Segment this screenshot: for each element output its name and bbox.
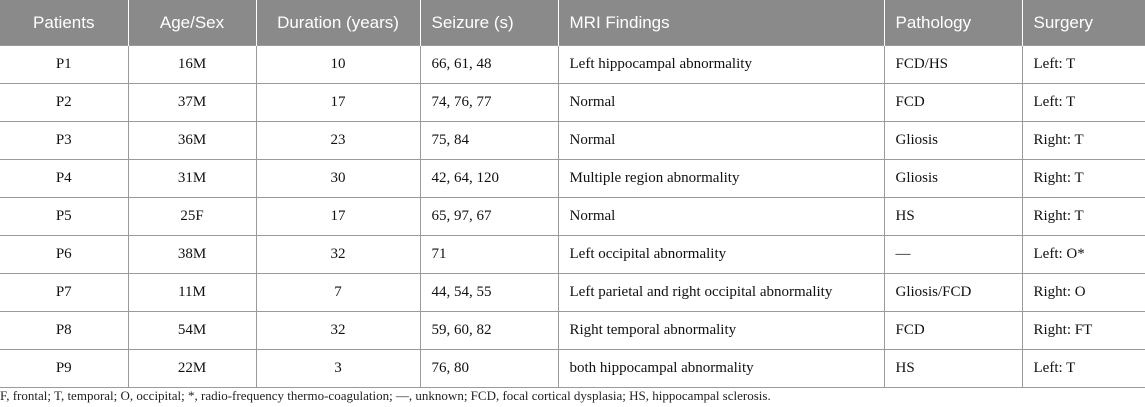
cell-age-sex: 37M [128,84,256,122]
header-row [0,0,1145,46]
cell-mri-findings: Normal [558,84,884,122]
header-seizure: Seizure (s) [420,0,558,46]
table-row [0,84,1145,122]
cell-surgery: Left: T [1022,350,1145,388]
cell-surgery: Left: O* [1022,236,1145,274]
table-row [0,46,1145,84]
table-row [0,312,1145,350]
header-duration: Duration (years) [256,0,420,46]
cell-mri-findings: Left occipital abnormality [558,236,884,274]
cell-seizure: 42, 64, 120 [420,160,558,198]
cell-mri-findings: Normal [558,122,884,160]
cell-seizure: 66, 61, 48 [420,46,558,84]
cell-age-sex: 54M [128,312,256,350]
table-row [0,198,1145,236]
cell-duration: 10 [256,46,420,84]
cell-surgery: Right: T [1022,122,1145,160]
cell-mri-findings: Multiple region abnormality [558,160,884,198]
cell-duration: 3 [256,350,420,388]
cell-duration: 23 [256,122,420,160]
header-mri-findings: MRI Findings [558,0,884,46]
cell-seizure: 65, 97, 67 [420,198,558,236]
cell-pathology: FCD/HS [884,46,1022,84]
cell-age-sex: 11M [128,274,256,312]
cell-age-sex: 36M [128,122,256,160]
cell-patient: P7 [0,274,128,312]
table-row [0,350,1145,388]
cell-mri-findings: Normal [558,198,884,236]
table-row [0,236,1145,274]
cell-duration: 30 [256,160,420,198]
cell-patient: P8 [0,312,128,350]
cell-patient: P6 [0,236,128,274]
cell-seizure: 71 [420,236,558,274]
cell-seizure: 59, 60, 82 [420,312,558,350]
cell-pathology: Gliosis [884,160,1022,198]
cell-patient: P3 [0,122,128,160]
cell-patient: P4 [0,160,128,198]
table-footnote: F, frontal; T, temporal; O, occipital; *, radio-frequency thermo-coagulation; —, unknown; FCD, focal cortical dysplasia; HS, hippocampal sclerosis. [0,388,771,403]
cell-patient: P2 [0,84,128,122]
cell-pathology: FCD [884,84,1022,122]
cell-duration: 7 [256,274,420,312]
cell-seizure: 76, 80 [420,350,558,388]
table-row [0,160,1145,198]
cell-pathology: HS [884,198,1022,236]
cell-age-sex: 16M [128,46,256,84]
cell-pathology: Gliosis/FCD [884,274,1022,312]
header-age-sex: Age/Sex [128,0,256,46]
cell-surgery: Right: T [1022,198,1145,236]
cell-duration: 17 [256,84,420,122]
cell-age-sex: 31M [128,160,256,198]
cell-pathology: — [884,236,1022,274]
cell-surgery: Right: T [1022,160,1145,198]
header-pathology: Pathology [884,0,1022,46]
cell-age-sex: 25F [128,198,256,236]
cell-pathology: FCD [884,312,1022,350]
cell-mri-findings: both hippocampal abnormality [558,350,884,388]
cell-duration: 32 [256,312,420,350]
cell-surgery: Right: FT [1022,312,1145,350]
cell-seizure: 44, 54, 55 [420,274,558,312]
cell-surgery: Left: T [1022,46,1145,84]
cell-duration: 17 [256,198,420,236]
cell-seizure: 74, 76, 77 [420,84,558,122]
cell-seizure: 75, 84 [420,122,558,160]
cell-mri-findings: Right temporal abnormality [558,312,884,350]
cell-pathology: Gliosis [884,122,1022,160]
cell-age-sex: 22M [128,350,256,388]
cell-age-sex: 38M [128,236,256,274]
cell-patient: P1 [0,46,128,84]
header-surgery: Surgery [1022,0,1145,46]
cell-patient: P5 [0,198,128,236]
cell-pathology: HS [884,350,1022,388]
table-row [0,122,1145,160]
cell-patient: P9 [0,350,128,388]
cell-duration: 32 [256,236,420,274]
cell-mri-findings: Left parietal and right occipital abnormality [558,274,884,312]
cell-mri-findings: Left hippocampal abnormality [558,46,884,84]
header-patients: Patients [0,0,128,46]
cell-surgery: Right: O [1022,274,1145,312]
table-row [0,274,1145,312]
cell-surgery: Left: T [1022,84,1145,122]
